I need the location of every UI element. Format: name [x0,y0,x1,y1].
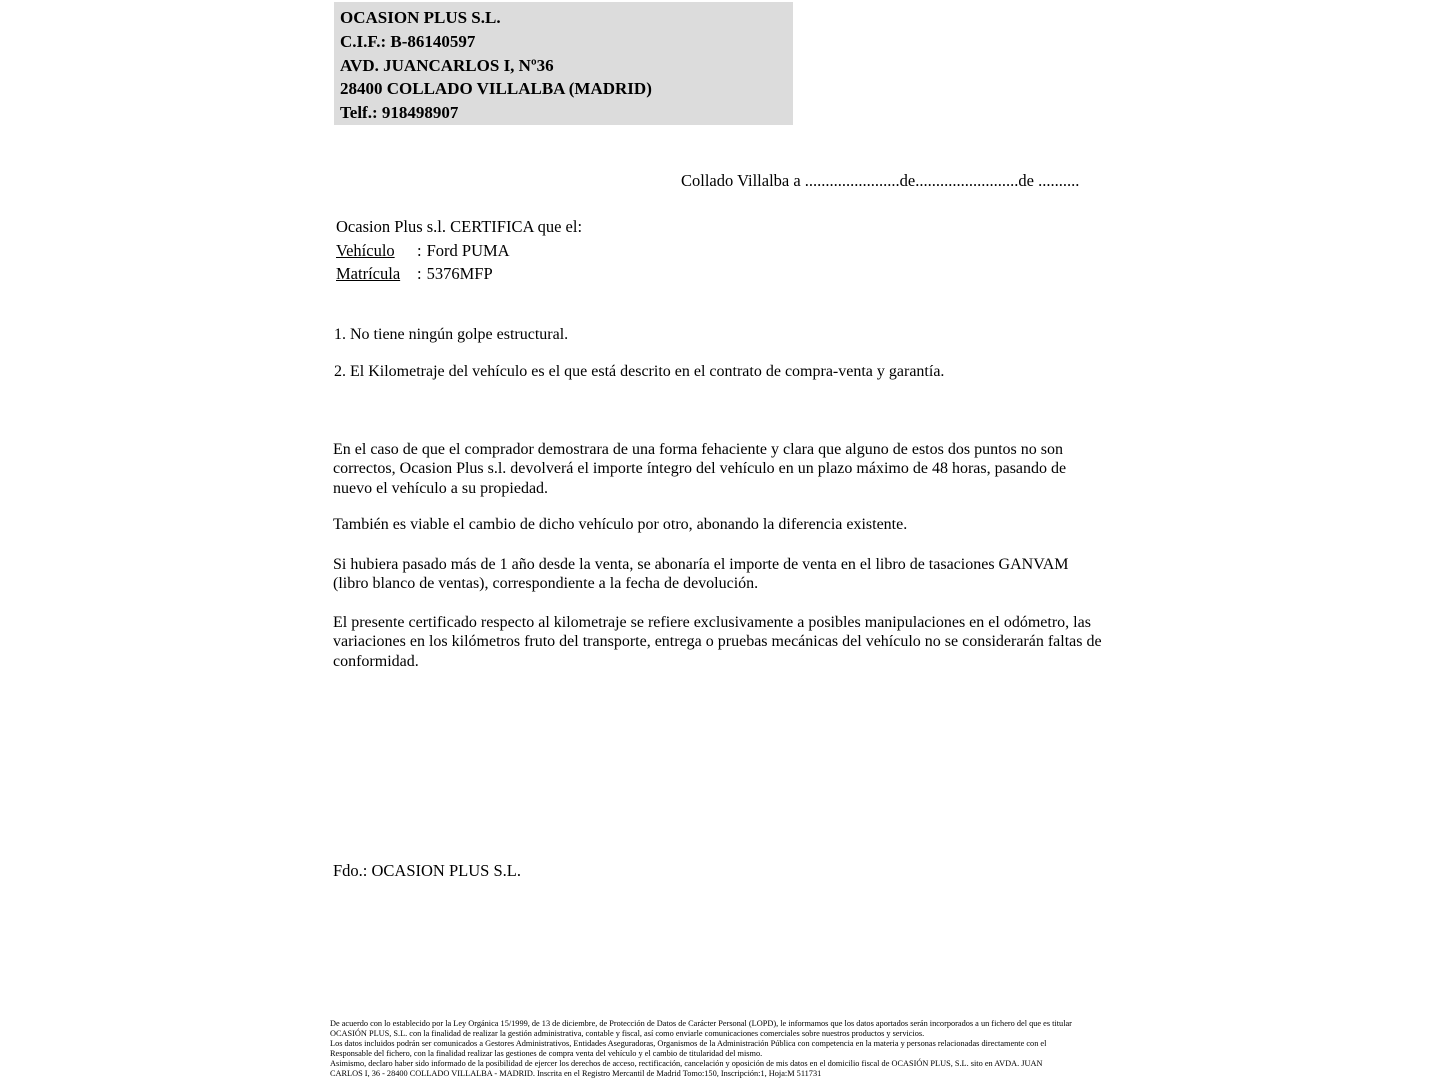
vehicle-field-row [336,239,582,263]
vehicle-value: Ford PUMA [426,240,510,260]
company-city: 28400 COLLADO VILLALBA (MADRID) [340,79,652,99]
legal-footer-line: CARLOS I, 36 - 28400 COLLADO VILLALBA - MADRID. Inscrita en el Registro Mercantil de Madrid Tomo:150, Inscripción:1, Hoja:M 511731 [330,1069,822,1078]
vehicle-separator: : [417,240,422,260]
legal-footer-line: Los datos incluidos podrán ser comunicados a Gestores Administrativos, Entidades Aseguradoras, Organismos de la Administración Pública con competencia en la materia y personas relacionadas directamente con el [330,1039,1047,1048]
plate-field-row [336,262,582,286]
date-line: Collado Villalba a .......................de.........................de .......... [681,171,1080,190]
legal-footer-line: De acuerdo con lo establecido por la Ley Orgánica 15/1999, de 13 de diciembre, de Protección de Datos de Carácter Personal (LOPD), le informamos que los datos aportados serán incorporados a un fichero del que es titular [330,1019,1072,1028]
plate-value: 5376MFP [426,264,493,284]
legal-footer-line: Asimismo, declaro haber sido informado de la posibilidad de ejercer los derechos de acceso, rectificación, cancelación y oposición de mis datos en el domicilio fiscal de OCASIÓN PLUS, S.L. sito en AVDA. JUAN [330,1059,1043,1068]
certification-intro: Ocasion Plus s.l. CERTIFICA que el: [336,217,583,236]
point-2: 2. El Kilometraje del vehículo es el que está descrito en el contrato de compra-venta y garantía. [334,363,945,380]
paragraph-refund-conditions: En el caso de que el comprador demostrara de una forma fehaciente y clara que alguno de estos dos puntos no son correctos, Ocasion Plus s.l. devolverá el importe íntegro del vehículo en un plazo máximo de 48 horas, pasando de nuevo el vehículo a su propiedad. [333,441,1067,497]
plate-label: Matrícula [336,264,401,284]
point-1: 1. No tiene ningún golpe estructural. [334,326,569,343]
company-cif: C.I.F.: B-86140597 [340,31,476,51]
legal-footer-line: Responsable del fichero, con la finalidad realizar las gestiones de compra venta del vehículo y el cambio de titularidad del mismo. [330,1049,763,1058]
certification-block [336,215,582,286]
vehicle-label: Vehículo [336,240,395,260]
legal-footer [330,1019,1072,1079]
paragraph-odometer-disclaimer: El presente certificado respecto al kilometraje se refiere exclusivamente a posibles manipulaciones en el odómetro, las variaciones en los kilómetros fruto del transporte, entrega o pruebas mecánicas del vehículo no se considerarán faltas de conformidad. [333,614,1102,670]
company-phone: Telf.: 918498907 [340,103,459,123]
paragraph-ganvam-valuation: Si hubiera pasado más de 1 año desde la venta, se abonaría el importe de venta en el libro de tasaciones GANVAM (libro blanco de ventas), correspondiente a la fecha de devolución. [333,556,1069,593]
paragraph-exchange-option: También es viable el cambio de dicho vehículo por otro, abonando la diferencia existente. [333,516,908,533]
vehicle-label-cell [336,239,417,263]
company-name: OCASION PLUS S.L. [340,8,501,27]
company-address: AVD. JUANCARLOS I, Nº36 [340,55,554,75]
plate-separator: : [417,264,422,284]
plate-label-cell [336,262,417,286]
signature-line: Fdo.: OCASION PLUS S.L. [333,861,521,880]
letterhead-box [334,2,793,125]
legal-footer-line: OCASIÓN PLUS, S.L. con la finalidad de realizar la gestión administrativa, contable y fiscal, así como enviarle comunicaciones comerciales sobre nuestros productos y servicios. [330,1029,925,1038]
